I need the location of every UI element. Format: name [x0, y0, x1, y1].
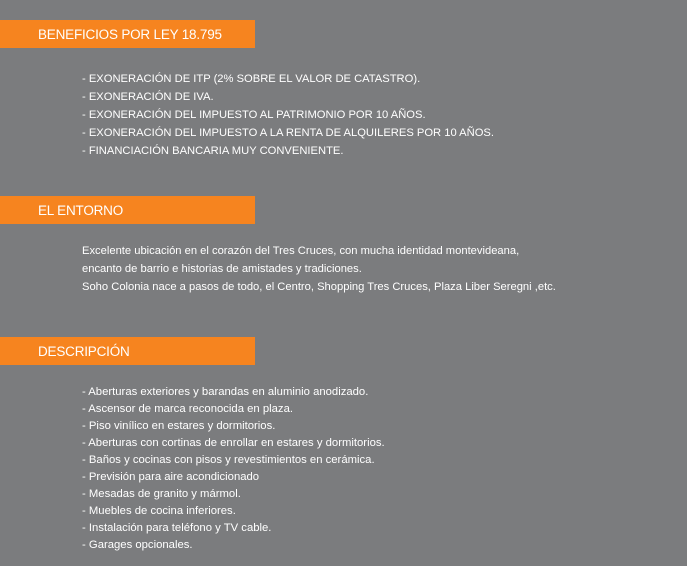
benefits-title: BENEFICIOS POR LEY 18.795: [38, 26, 222, 42]
descripcion-item: - Previsión para aire acondicionado: [82, 471, 260, 483]
descripcion-item: - Aberturas exteriores y barandas en aluminio anodizado.: [82, 386, 369, 398]
entorno-line: encanto de barrio e historias de amistades y tradiciones.: [82, 263, 362, 275]
descripcion-item: - Piso vinílico en estares y dormitorios.: [82, 420, 276, 432]
descripcion-item: - Aberturas con cortinas de enrollar en estares y dormitorios.: [82, 437, 385, 449]
descripcion-header: [0, 337, 255, 365]
descripcion-list: [82, 384, 677, 554]
benefit-item: - EXONERACIÓN DEL IMPUESTO AL PATRIMONIO POR 10 AÑOS.: [82, 109, 426, 121]
entorno-title: EL ENTORNO: [38, 202, 124, 218]
entorno-text: [82, 242, 677, 296]
descripcion-item: - Baños y cocinas con pisos y revestimientos en cerámica.: [82, 454, 375, 466]
descripcion-item: - Muebles de cocina inferiores.: [82, 505, 236, 517]
benefit-item: - EXONERACIÓN DE ITP (2% SOBRE EL VALOR DE CATASTRO).: [82, 73, 421, 85]
descripcion-item: - Garages opcionales.: [82, 539, 193, 551]
entorno-header: [0, 196, 255, 224]
benefits-list: [82, 70, 677, 160]
descripcion-item: - Mesadas de granito y mármol.: [82, 488, 241, 500]
entorno-line: Soho Colonia nace a pasos de todo, el Centro, Shopping Tres Cruces, Plaza Liber Seregni ,etc.: [82, 281, 556, 293]
benefits-header: [0, 20, 255, 48]
descripcion-item: - Ascensor de marca reconocida en plaza.: [82, 403, 293, 415]
benefit-item: - EXONERACIÓN DEL IMPUESTO A LA RENTA DE ALQUILERES POR 10 AÑOS.: [82, 127, 494, 139]
descripcion-title: DESCRIPCIÓN: [38, 343, 130, 359]
descripcion-item: - Instalación para teléfono y TV cable.: [82, 522, 272, 534]
entorno-line: Excelente ubicación en el corazón del Tres Cruces, con mucha identidad montevideana,: [82, 245, 520, 257]
benefit-item: - EXONERACIÓN DE IVA.: [82, 91, 214, 103]
benefit-item: - FINANCIACIÓN BANCARIA MUY CONVENIENTE.: [82, 145, 344, 157]
